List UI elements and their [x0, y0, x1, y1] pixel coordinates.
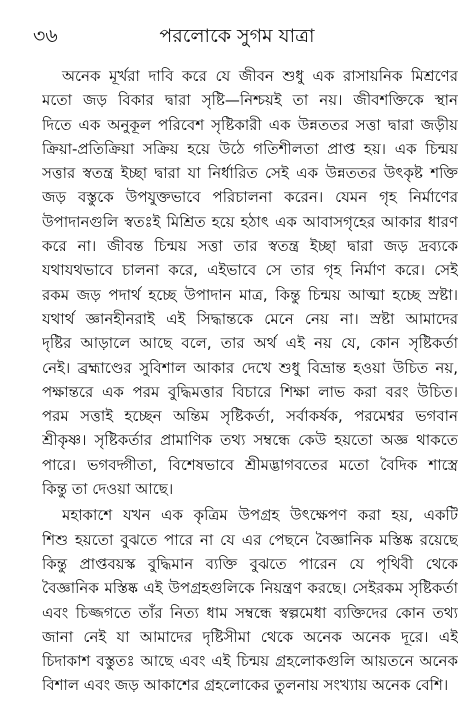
text-line: উপাদানগুলি স্বতঃই মিশ্রিত হয়ে হঠাৎ এক আবাসগৃহের আকার ধারণ — [42, 212, 458, 231]
text-line: শ্রীকৃষ্ণ। সৃষ্টিকর্তার প্রামাণিক তথ্য সম্বন্ধে কেউ হয়তো অজ্ঞ থাকতে — [42, 431, 458, 450]
paragraph-2 — [42, 503, 458, 697]
text-line: করে না। জীবন্ত চিন্ময় সত্তা তার স্বতন্ত্র ইচ্ছা দ্বারা জড় দ্রব্যকে — [42, 237, 458, 256]
text-line: যথার্থ জ্ঞানহীনরাই এই সিদ্ধান্তকে মেনে নেয় না। স্রষ্টা আমাদের — [42, 309, 458, 328]
text-line: পারে। ভগবদ্গীতা, বিশেষভাবে শ্রীমদ্ভাগবতের মতো বৈদিক শাস্ত্রে — [42, 455, 458, 474]
text-line: বিশাল এবং জড় আকাশের গ্রহলোকের তুলনায় সংখ্যায় অনেক বেশি। — [42, 676, 449, 695]
text-line: মতো জড় বিকার দ্বারা সৃষ্টি—নিশ্চয়ই তা নয়। জীবশক্তিকে স্থান — [42, 91, 458, 110]
text-line: মহাকাশে যখন এক কৃত্রিম উপগ্রহ উৎক্ষেপণ করা হয়, একটি — [62, 506, 458, 525]
text-line: নেই। ব্রহ্মাণ্ডের সুবিশাল আকার দেখে শুধু বিভ্রান্ত হওয়া উচিত নয়, — [42, 358, 458, 377]
text-line: কিন্তু তা দেওয়া আছে। — [42, 480, 174, 499]
text-line: দৃষ্টির আড়ালে আছে বলে, তার অর্থ এই নয় যে, কোন সৃষ্টিকর্তা — [42, 334, 458, 353]
text-line: ক্রিয়া-প্রতিক্রিয়া সক্রিয় হয়ে উঠে গতিশীলতা প্রাপ্ত হয়। এক চিন্ময় — [42, 139, 458, 158]
text-line: চিদাকাশ বস্তুতঃ আছে এবং এই চিন্ময় গ্রহলোকগুলি আয়তনে অনেক — [42, 652, 458, 671]
page-number: ৩৬ — [33, 25, 58, 47]
text-line: যথাযথভাবে চালনা করে, এইভাবে সে তার গৃহ নির্মাণ করে। সেই — [42, 261, 458, 280]
page-header — [0, 22, 474, 52]
text-line: জানা নেই যা আমাদের দৃষ্টিসীমা থেকে অনেক অনেক দূরে। এই — [42, 627, 458, 646]
text-line: সত্তার স্বতন্ত্র ইচ্ছা দ্বারা যা নির্ধারিত সেই এক উন্নততর উৎকৃষ্ট শক্তি — [42, 164, 458, 183]
text-line: পরম সত্তাই হচ্ছেন অন্তিম সৃষ্টিকর্তা, সর্বাকর্ষক, পরমেশ্বর ভগবান — [42, 407, 458, 426]
text-line: বৈজ্ঞানিক মস্তিষ্ক এই উপগ্রহগুলিকে নিয়ন্ত্রণ করছে। সেইরকম সৃষ্টিকর্তা — [42, 579, 458, 598]
text-line: শিশু হয়তো বুঝতে পারে না যে এর পেছনে বৈজ্ঞানিক মস্তিষ্ক রয়েছে — [42, 530, 458, 549]
body-text — [42, 64, 458, 698]
text-line: দিতে এক অনুকূল পরিবেশ সৃষ্টিকারী এক উন্নততর সত্তা দ্বারা জড়ীয় — [42, 115, 458, 134]
text-line: অনেক মূর্খরা দাবি করে যে জীবন শুধু এক রাসায়নিক মিশ্রণের — [62, 67, 458, 85]
text-line: জড় বস্তুকে উপযুক্তভাবে পরিচালনা করেন। যেমন গৃহ নির্মাণের — [42, 188, 458, 207]
paragraph-1 — [42, 64, 458, 501]
text-line: এবং চিজ্জগতে তাঁর নিত্য ধাম সম্বন্ধে স্বল্পমেধা ব্যক্তিদের কোন তথ্য — [42, 603, 458, 622]
running-title: পরলোকে সুগম যাত্রা — [159, 25, 315, 47]
text-line: পক্ষান্তরে এক পরম বুদ্ধিমত্তার বিচারে শিক্ষা লাভ করা বরং উচিত। — [42, 382, 458, 401]
text-line: কিন্তু প্রাপ্তবয়স্ক বুদ্ধিমান ব্যক্তি বুঝতে পারেন যে পৃথিবী থেকে — [42, 554, 458, 573]
text-line: রকম জড় পদার্থ হচ্ছে উপাদান মাত্র, কিন্তু চিন্ময় আত্মা হচ্ছে স্রষ্টা। — [42, 285, 458, 304]
